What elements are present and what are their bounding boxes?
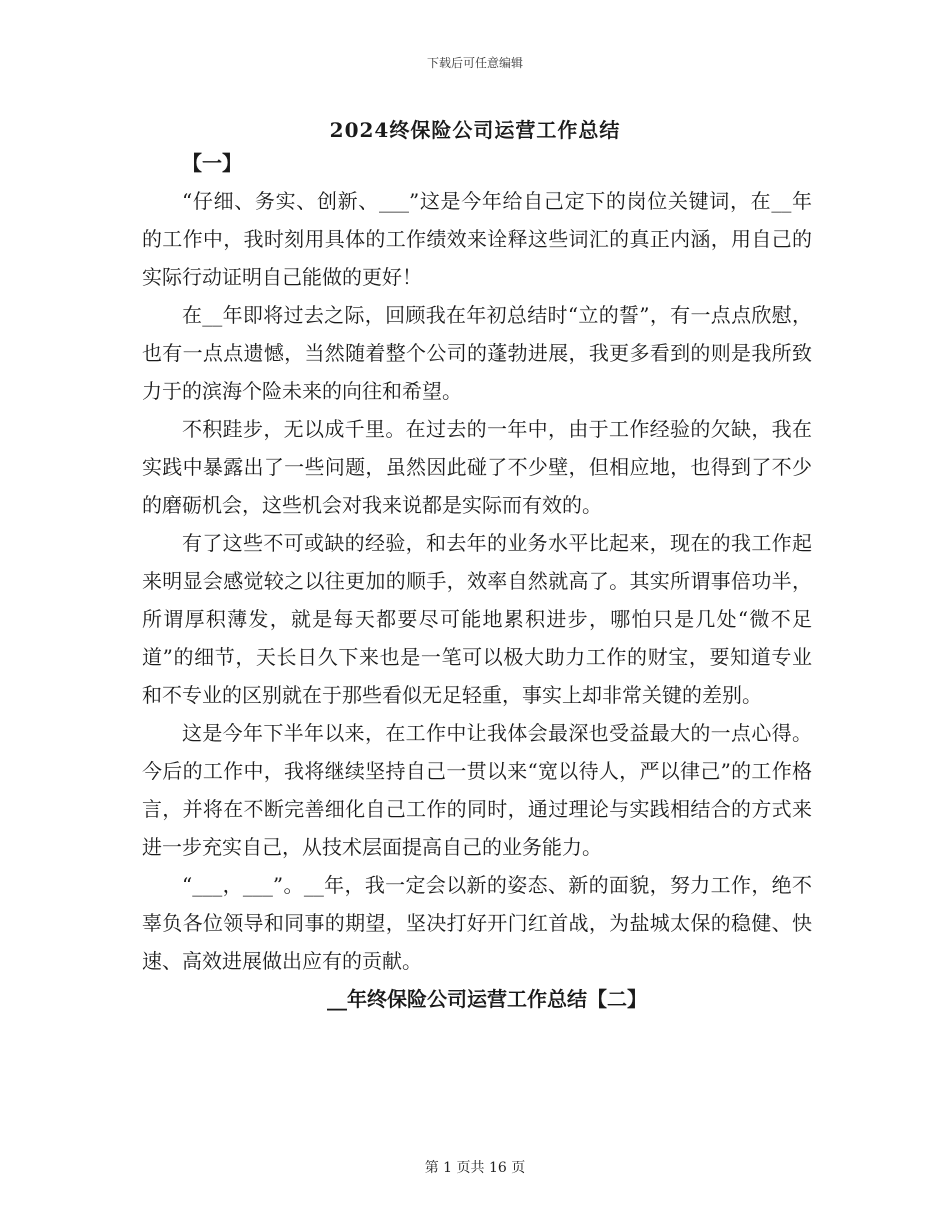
- paragraph: “___，___”。__年，我一定会以新的姿态、新的面貌，努力工作，绝不辜负各位领导和同事的期望，坚决打好开门红首战，为盐城太保的稳健、快速、高效进展做出应有的贡献。: [142, 873, 812, 973]
- paragraph: 在__年即将过去之际，回顾我在年初总结时“立的誓”，有一点点欣慰，也有一点点遗憾，当然随着整个公司的蓬勃进展，我更多看到的则是我所致力于的滨海个险未来的向往和希望。: [142, 303, 812, 403]
- page-number: 第 1 页共 16 页: [424, 1160, 526, 1176]
- page-header-note: 下载后可任意编辑: [426, 56, 523, 70]
- paragraph: “仔细、务实、创新、___”这是今年给自己定下的岗位关键词，在__年的工作中，我时刻用具体的工作绩效来诠释这些词汇的真正内涵，用自己的实际行动证明自己能做的更好！: [142, 189, 812, 289]
- section-two-heading: __年终保险公司运营工作总结【二】: [327, 987, 647, 1011]
- document-title: 2024终保险公司运营工作总结: [329, 118, 621, 142]
- paragraph: 有了这些不可或缺的经验，和去年的业务水平比起来，现在的我工作起来明显会感觉较之以往更加的顺手，效率自然就高了。其实所谓事倍功半，所谓厚积薄发，就是每天都要尽可能地累积进步，哪怕只是几处“微不足道”的细节，天长日久下来也是一笔可以极大助力工作的财宝，要知道专业和不专业的区别就在于那些看似无足轻重，事实上却非常关键的差别。: [142, 531, 812, 707]
- section-marker-one: 【一】: [182, 151, 242, 175]
- document-body: [142, 144, 812, 1018]
- paragraph: 这是今年下半年以来，在工作中让我体会最深也受益最大的一点心得。今后的工作中，我将继续坚持自己一贯以来“宽以待人，严以律己”的工作格言，并将在不断完善细化自己工作的同时，通过理论与实践相结合的方式来进一步充实自己，从技术层面提高自己的业务能力。: [142, 721, 812, 859]
- paragraph: 不积跬步，无以成千里。在过去的一年中，由于工作经验的欠缺，我在实践中暴露出了一些问题，虽然因此碰了不少壁，但相应地，也得到了不少的磨砺机会，这些机会对我来说都是实际而有效的。: [142, 417, 812, 517]
